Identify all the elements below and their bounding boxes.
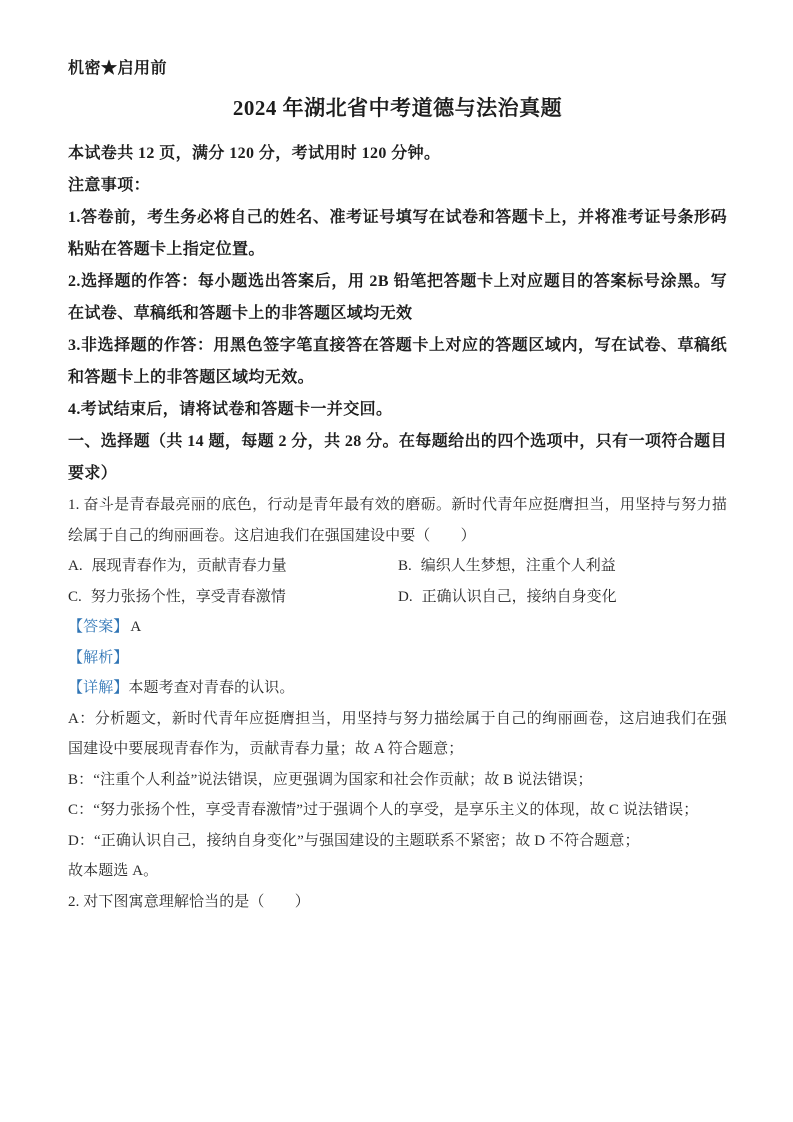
section-heading: 一、选择题（共 14 题，每题 2 分，共 28 分。在每题给出的四个选项中，只有一项符合题目要求） bbox=[68, 433, 727, 482]
exam-info: 本试卷共 12 页，满分 120 分，考试用时 120 分钟。 bbox=[68, 145, 441, 162]
option-d-text: 正确认识自己，接纳自身变化 bbox=[421, 588, 617, 605]
explanation-c: C：“努力张扬个性，享受青春激情”过于强调个人的享受，是享乐主义的体现，故 C 说法错误； bbox=[68, 802, 699, 818]
option-a-text: 展现青春作为，贡献青春力量 bbox=[91, 558, 287, 574]
option-c-text: 努力张扬个性，享受青春激情 bbox=[90, 588, 286, 605]
page-title: 2024 年湖北省中考道德与法治真题 bbox=[232, 96, 563, 120]
analysis-line bbox=[68, 643, 727, 674]
analysis-label: 【解析】 bbox=[68, 649, 129, 666]
notice-item-2: 2.选择题的作答：每小题选出答案后，用 2B 铅笔把答题卡上对应题目的答案标号涂黑。写在试卷、草稿纸和答题卡上的非答题区域均无效 bbox=[68, 273, 727, 322]
option-b-text: 编织人生梦想，注重个人利益 bbox=[420, 558, 616, 574]
detail-intro: 本题考查对青春的认识。 bbox=[128, 680, 295, 696]
option-a bbox=[68, 551, 398, 582]
option-d-label: D. bbox=[398, 588, 413, 605]
option-row-ab bbox=[68, 551, 727, 582]
confidential-notice: 机密★启用前 bbox=[68, 60, 168, 77]
notice-item-1: 1.答卷前，考生务必将自己的姓名、准考证号填写在试卷和答题卡上，并将准考证号条形码粘贴在答题卡上指定位置。 bbox=[68, 209, 727, 258]
question-1-stem: 1. 奋斗是青春最亮丽的底色，行动是青年最有效的磨砺。新时代青年应挺膺担当，用坚持与努力描绘属于自己的绚丽画卷。这启迪我们在强国建设中要（ ） bbox=[68, 497, 727, 544]
option-row-cd bbox=[68, 582, 727, 613]
notices-heading: 注意事项： bbox=[68, 177, 151, 194]
option-d bbox=[398, 582, 617, 613]
answer-value: A bbox=[130, 619, 142, 635]
notice-item-3: 3.非选择题的作答：用黑色签字笔直接答在答题卡上对应的答题区域内，写在试卷、草稿纸和答题卡上的非答题区域均无效。 bbox=[68, 337, 727, 386]
explanation-b: B：“注重个人利益”说法错误，应更强调为国家和社会作贡献；故 B 说法错误； bbox=[68, 771, 593, 788]
detail-label: 【详解】 bbox=[68, 680, 129, 696]
explanation-d: D：“正确认识自己，接纳自身变化”与强国建设的主题联系不紧密；故 D 不符合题意； bbox=[68, 832, 640, 849]
option-b bbox=[398, 551, 616, 582]
notice-item-4: 4.考试结束后，请将试卷和答题卡一并交回。 bbox=[68, 401, 393, 418]
option-c bbox=[68, 582, 398, 613]
question-2-stem: 2. 对下图寓意理解恰当的是（ ） bbox=[68, 893, 310, 910]
option-a-label: A. bbox=[68, 558, 83, 574]
option-c-label: C. bbox=[68, 588, 82, 605]
explanation-conclusion: 故本题选 A。 bbox=[68, 863, 159, 879]
option-b-label: B. bbox=[398, 558, 412, 574]
explanation-a: A：分析题文，新时代青年应挺膺担当，用坚持与努力描绘属于自己的绚丽画卷，这启迪我们在强国建设中要展现青春作为，贡献青春力量；故 A 符合题意； bbox=[68, 710, 727, 757]
answer-label: 【答案】 bbox=[68, 619, 129, 635]
answer-line bbox=[68, 612, 727, 643]
question-1-options bbox=[68, 551, 727, 612]
detail-line bbox=[68, 673, 727, 704]
